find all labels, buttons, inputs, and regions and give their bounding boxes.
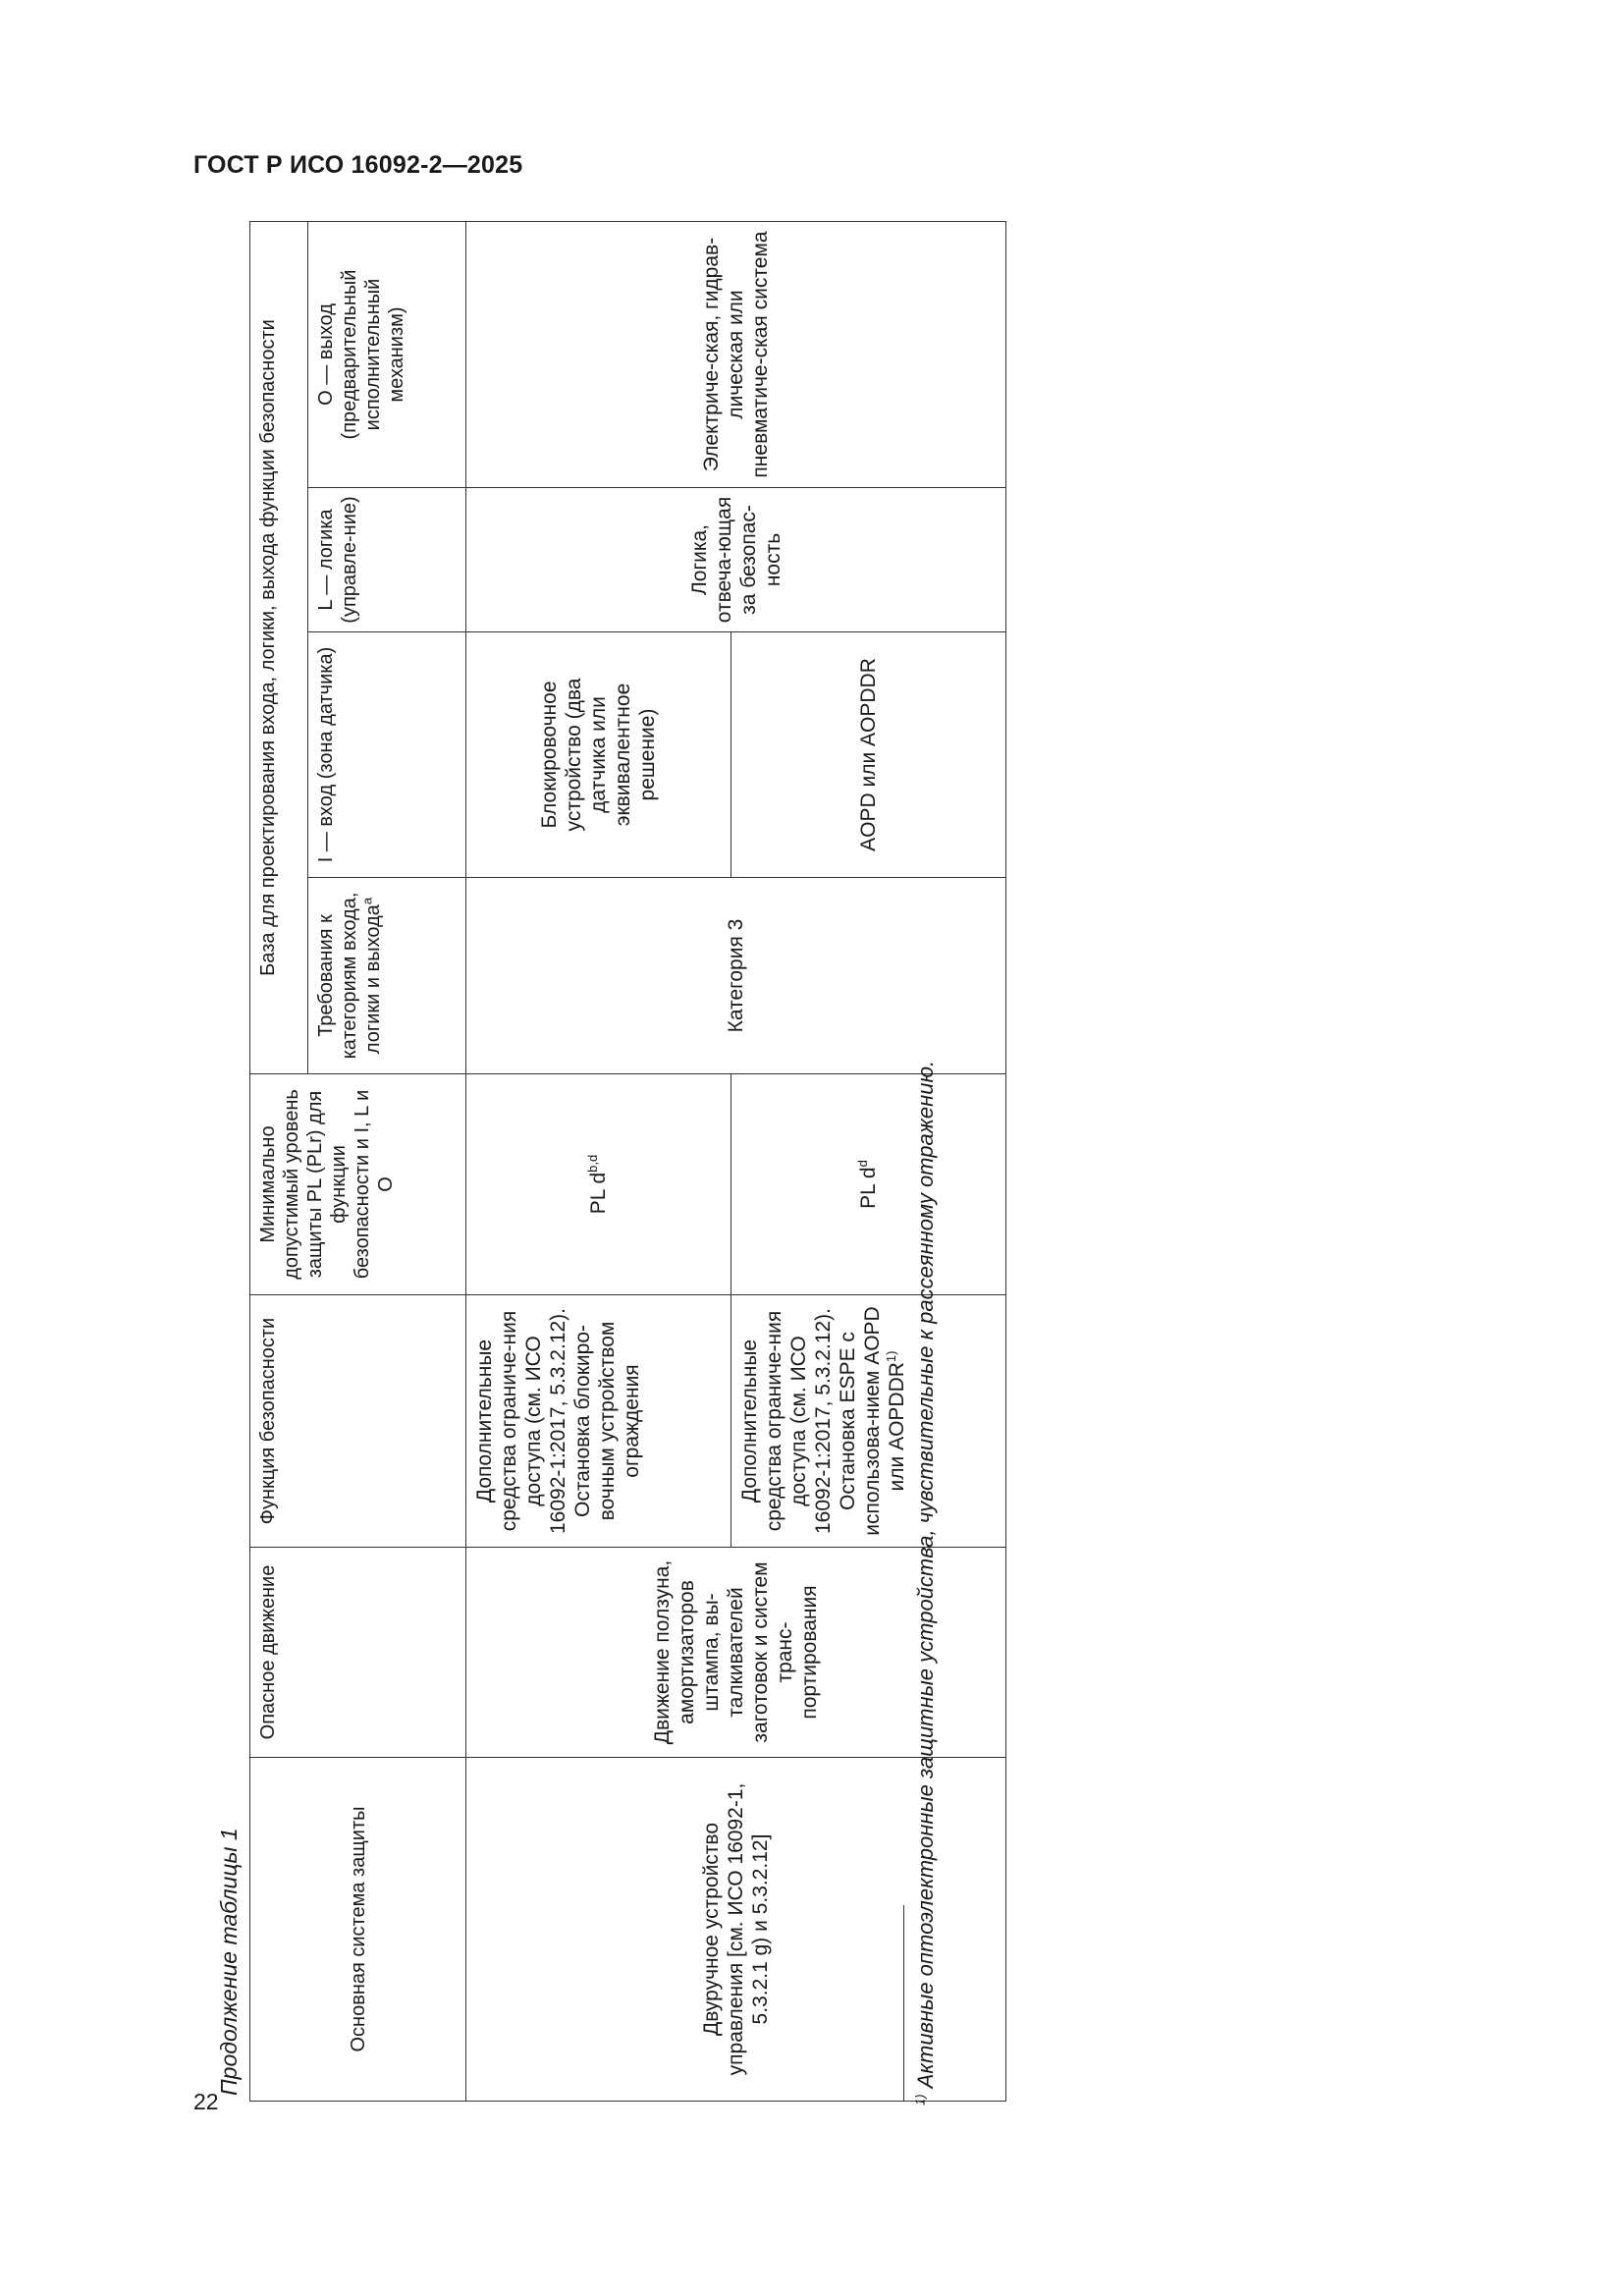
- cell-pl-2: PL $d^d$: [731, 1074, 1006, 1295]
- cell-category: Категория 3: [466, 878, 1006, 1074]
- page-number: 22: [193, 2089, 219, 2114]
- cell-hazard: Движение ползуна, амортизаторов штампа, вы-талкивателей заготовок и систем транс-портирования: [466, 1548, 1006, 1758]
- header-hazard: Опасное движение: [250, 1548, 466, 1758]
- header-output: O — выход (предварительный исполнительный механизм): [308, 222, 466, 488]
- requirements-table: [249, 221, 1006, 2102]
- header-logic: L — логика (управле-ние): [308, 488, 466, 632]
- cell-logic: Логика, отвеча-ющая за безопас-ность: [466, 488, 1006, 632]
- header-input: I — вход (зона датчика): [308, 632, 466, 878]
- cell-input-2: AOPD или AOPDDR: [731, 632, 1006, 878]
- table-caption: Продолжение таблицы 1: [216, 1828, 242, 2096]
- footnote-marker: 1): [912, 2094, 928, 2105]
- cell-pl-1: PL $d^{b,d}$: [466, 1074, 731, 1295]
- document-header: ГОСТ Р ИСО 16092-2—2025: [193, 151, 523, 179]
- cell-function-2: Дополнительные средства ограниче-ния доступа (см. ИСО 16092-1:2017, 5.3.2.12). Остановка ESPE с использова-нием AOPD или AOPDDR$^{1)}$: [731, 1295, 1006, 1548]
- header-safety-function: Функция безопасности: [250, 1295, 466, 1548]
- cell-protection-system: Двуручное устройство управления [см. ИСО 16092-1, 5.3.2.1 g) и 5.3.2.12]: [466, 1758, 1006, 2102]
- header-protection-system: Основная система защиты: [250, 1758, 466, 2102]
- footnote-separator: [903, 1905, 904, 2102]
- cell-input-1: Блокировочное устройство (два датчика или эквивалентное решение): [466, 632, 731, 878]
- cell-output: Электриче-ская, гидрав-лическая или пневматиче-ская система: [466, 222, 1006, 488]
- footnote: [913, 1061, 939, 2105]
- header-min-pl: Минимально допустимый уровень защиты PL (PLr) для функции безопасности и I, L и O: [250, 1074, 466, 1295]
- rotated-table-page: [216, 216, 982, 2105]
- cell-function-1: Дополнительные средства ограниче-ния доступа (см. ИСО 16092-1:2017, 5.3.2.12). Остановка блокиро-вочным устройством ограждения: [466, 1295, 731, 1548]
- header-design-basis: База для проектирования входа, логики, выхода функции безопасности: [250, 222, 308, 1074]
- footnote-text: Активные оптоэлектронные защитные устройства, чувствительные к рассеянному отражению.: [913, 1060, 938, 2089]
- header-category-requirements: Требования к категориям входа, логики и выхода$^a$: [308, 878, 466, 1074]
